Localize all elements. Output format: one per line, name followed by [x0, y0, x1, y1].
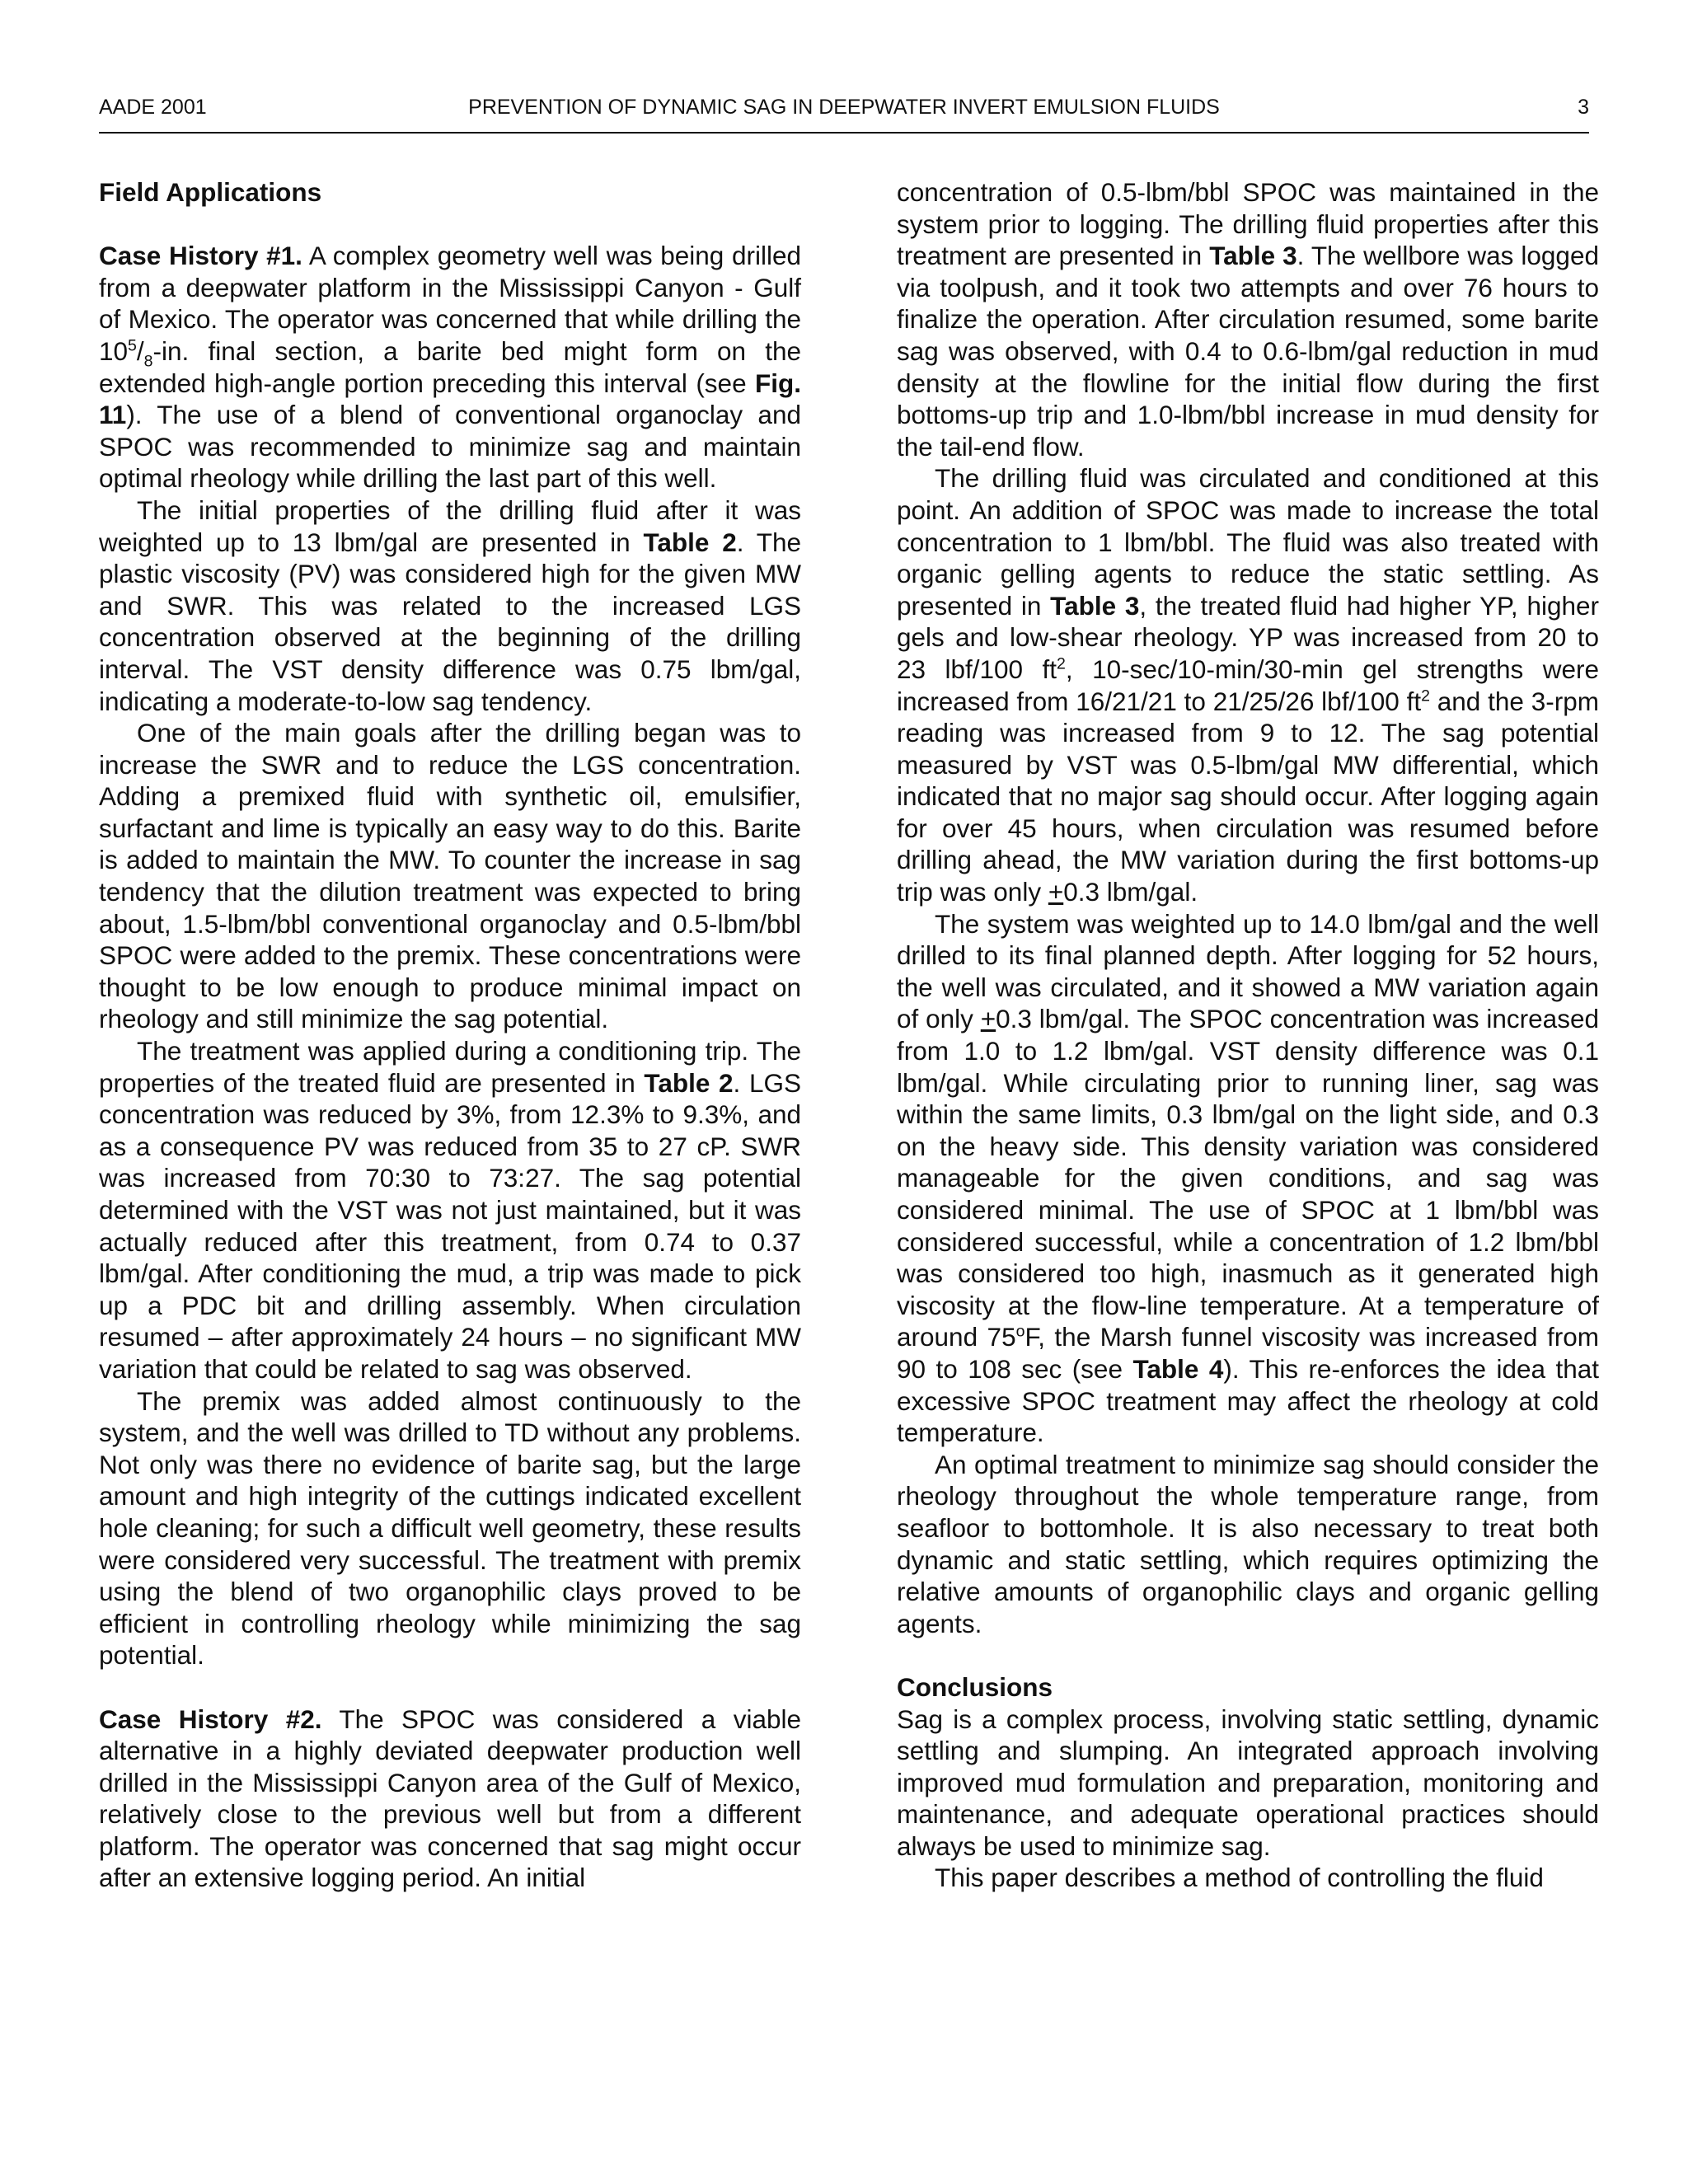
conclusions-paragraph-2: This paper describes a method of controlling the fluid: [935, 1863, 1544, 1893]
case1-paragraph-2: The initial properties of the drilling fluid after it was weighted up to 13 lbm/gal are presented in Table 2. The plastic viscosity (PV) was considered high for the given MW and SWR. This was related to the increased LGS concentration observed at the beginning of the drilling interval. The VST density difference was 0.75 lbm/gal, indicating a moderate-to-low sag tendency.: [99, 494, 801, 716]
page-number: 3: [1578, 96, 1589, 119]
case2-paragraph-4: An optimal treatment to minimize sag should consider the rheology throughout the whole temperature range, from seafloor to bottomhole. It is also necessary to treat both dynamic and static settling, which requires optimizing the relative amounts of organophilic clays and organic gelling agents.: [897, 1449, 1599, 1638]
table-2-reference: Table 2: [644, 1067, 734, 1098]
conclusions-paragraph-1: Sag is a complex process, involving static settling, dynamic settling and slumping. An integrated approach involving improved mud formulation and preparation, monitoring and maintenance, and adequate operational practices should always be used to minimize sag.: [897, 1704, 1599, 1861]
section-heading-field-applications: Field Applications: [99, 177, 322, 207]
case1-title: Case History #1.: [99, 241, 302, 271]
table-2-reference: Table 2: [643, 527, 737, 557]
case1-paragraph-1: Case History #1. A complex geometry well was being drilled from a deepwater platform in the Mississippi Canyon - Gulf of Mexico. The operator was concerned that while drilling the $10^5/_8-in$. final section, a barite bed might form on the extended high-angle portion preceding this interval (see Fig. 11). The use of a blend of conventional organoclay and SPOC was recommended to minimize sag and maintain optimal rheology while drilling the last part of this well.: [99, 241, 801, 494]
case1-paragraph-5: The premix was added almost continuously to the system, and the well was drilled to TD without any problems. Not only was there no evidence of barite sag, but the large amount and high integrity of the cuttings indicated excellent hole cleaning; for such a difficult well geometry, these results were considered very successful. The treatment with premix using the blend of two organophilic clays proved to be efficient in controlling rheology while minimizing the sag potential.: [99, 1385, 801, 1671]
case1-paragraph-3: One of the main goals after the drilling began was to increase the SWR and to reduce the LGS concentration. Adding a premixed fluid with synthetic oil, emulsifier, surfactant and lime is typically an easy way to do this. Barite is added to maintain the MW. To counter the increase in sag tendency that the dilution treatment was expected to bring about, 1.5-lbm/bbl conventional organoclay and 0.5-lbm/bbl SPOC were added to the premix. These concentrations were thought to be low enough to produce minimal impact on rheology and still minimize the sag potential.: [99, 718, 801, 1034]
page-header: [99, 96, 1589, 134]
case2-paragraph-3: The system was weighted up to 14.0 lbm/gal and the well drilled to its final planned depth. After logging for 52 hours, the well was circulated, and it showed a MW variation again of only +0.3 lbm/gal. The SPOC concentration was increased from 1.0 to 1.2 lbm/gal. VST density difference was 0.1 lbm/gal. While circulating prior to running liner, sag was within the same limits, 0.3 lbm/gal on the light side, and 0.3 on the heavy side. This density variation was considered manageable for the given conditions, and sag was considered minimal. The use of SPOC at 1 lbm/bbl was considered successful, while a concentration of 1.2 lbm/bbl was considered too high, inasmuch as it generated high viscosity at the flow-line temperature. At a temperature of around 75$^o$F, the Marsh funnel viscosity was increased from 90 to 108 sec (see Table 4). This re-enforces the idea that excessive SPOC treatment may affect the rheology at cold temperature.: [897, 908, 1600, 1448]
fig-11-reference: Fig. 11: [99, 368, 801, 430]
section-heading-conclusions: Conclusions: [897, 1671, 1053, 1702]
table-4-reference: Table 4: [1132, 1353, 1224, 1384]
table-3-reference: Table 3: [1209, 241, 1297, 271]
table-3-reference: Table 3: [1050, 590, 1140, 621]
header-title: PREVENTION OF DYNAMIC SAG IN DEEPWATER INVERT EMULSION FLUIDS: [468, 96, 1220, 119]
right-column: [897, 176, 1599, 1894]
case2-paragraph-1: Case History #2. The SPOC was considered a viable alternative in a highly deviated deepwater production well drilled in the Mississippi Canyon area of the Gulf of Mexico, relatively close to the previous well but from a different platform. The operator was concerned that sag might occur after an extensive logging period. An initial: [99, 1704, 801, 1893]
case2-paragraph-continued: concentration of 0.5-lbm/bbl SPOC was maintained in the system prior to logging. The drilling fluid properties after this treatment are presented in Table 3. The wellbore was logged via toolpush, and it took two attempts and over 76 hours to finalize the operation. After circulation resumed, some barite sag was observed, with 0.4 to 0.6-lbm/gal reduction in mud density at the flowline for the initial flow during the first bottoms-up trip and 1.0-lbm/bbl increase in mud density for the tail-end flow.: [897, 177, 1599, 462]
case1-paragraph-4: The treatment was applied during a conditioning trip. The properties of the treated fluid are presented in Table 2. LGS concentration was reduced by 3%, from 12.3% to 9.3%, and as a consequence PV was reduced from 35 to 27 cP. SWR was increased from 70:30 to 73:27. The sag potential determined with the VST was not just maintained, but it was actually reduced after this treatment, from 0.74 to 0.37 lbm/gal. After conditioning the mud, a trip was made to pick up a PDC bit and drilling assembly. When circulation resumed – after approximately 24 hours – no significant MW variation that could be related to sag was observed.: [99, 1036, 801, 1384]
case2-paragraph-2: The drilling fluid was circulated and conditioned at this point. An addition of SPOC was made to increase the total concentration to 1 lbm/bbl. The fluid was also treated with organic gelling agents to reduce the static settling. As presented in Table 3, the treated fluid had higher YP, higher gels and low-shear rheology. YP was increased from 20 to 23 lbf/100 $ft^2$, 10-sec/10-min/30-min gel strengths were increased from 16/21/21 to 21/25/26 lbf/100 $ft^2$ and the 3-rpm reading was increased from 9 to 12. The sag potential measured by VST was 0.5-lbm/gal MW differential, which indicated that no major sag should occur. After logging again for over 45 hours, when circulation was resumed before drilling ahead, the MW variation during the first bottoms-up trip was only +0.3 lbm/gal.: [897, 463, 1600, 907]
header-conference: AADE 2001: [99, 96, 207, 119]
left-column: [99, 176, 801, 1894]
case2-title: Case History #2.: [99, 1704, 322, 1734]
